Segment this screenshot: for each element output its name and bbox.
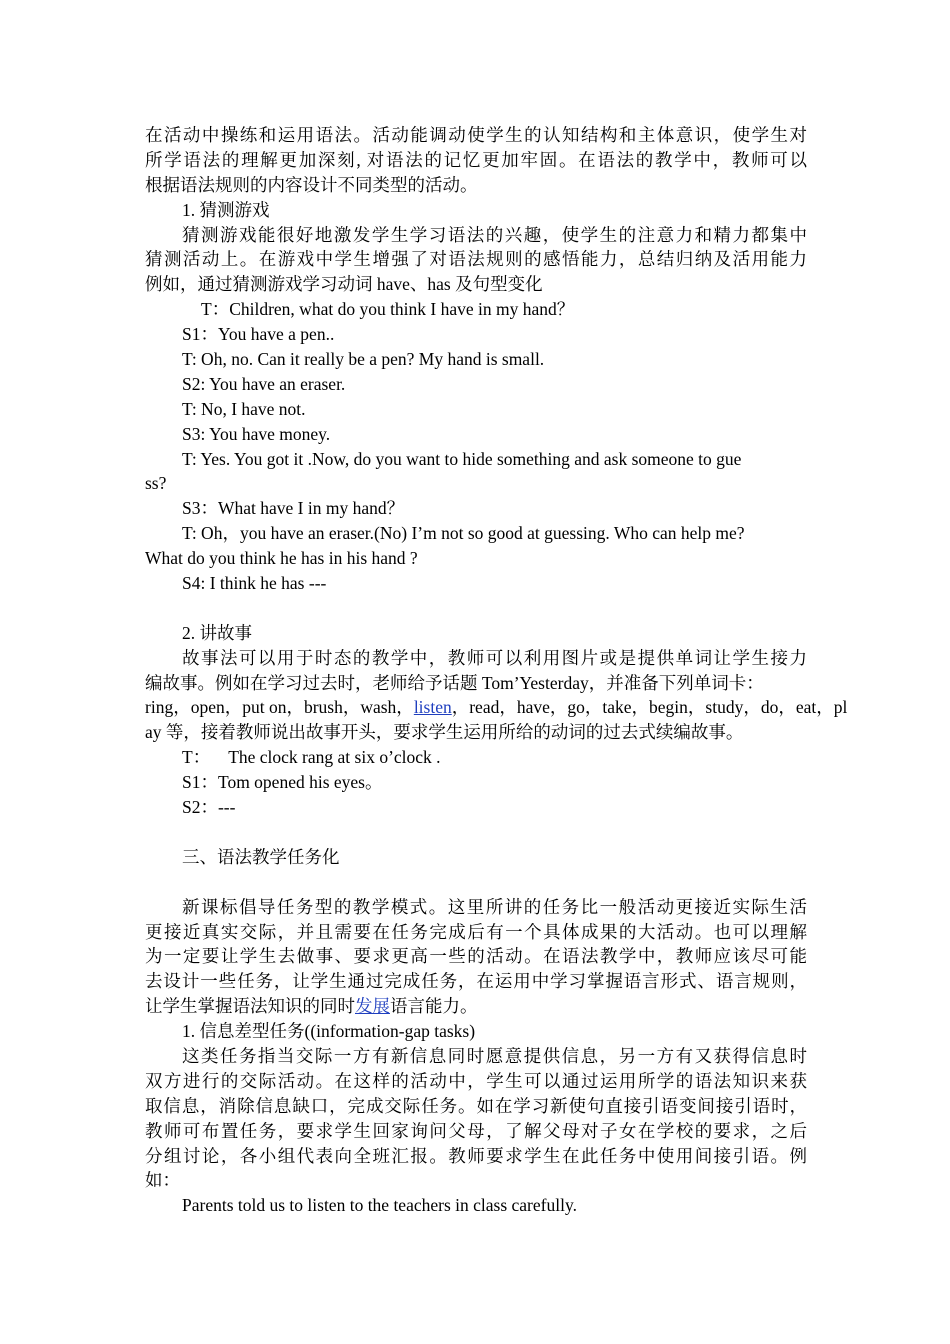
dialogue-line: T: Oh, no. Can it really be a pen? My hand is small. <box>182 349 545 370</box>
paragraph-line: 编故事。例如在学习过去时，老师给予话题 Tom’Yesterday，并准备下列单词卡： <box>145 672 764 693</box>
paragraph-line <box>145 994 807 1019</box>
paragraph-text: 让学生掌握语法知识的同时 <box>145 996 355 1017</box>
dialogue-line: S3：What have I in my hand？ <box>182 498 405 519</box>
paragraph-line: 根据语法规则的内容设计不同类型的活动。 <box>145 174 478 195</box>
paragraph-line: 如： <box>145 1170 180 1191</box>
dialogue-line: T: Oh，you have an eraser.(No) I’m not so good at guessing. Who can help me? <box>182 523 745 544</box>
paragraph-line: 故事法可以用于时态的教学中，教师可以利用图片或是提供单词让学生接力 <box>182 647 807 668</box>
dialogue-line: S1：You have a pen.. <box>182 324 335 345</box>
fazhan-link[interactable]: 发展 <box>355 996 390 1017</box>
document-page <box>145 123 848 1218</box>
blank-line <box>145 820 807 845</box>
blank-line <box>145 596 807 621</box>
dialogue-line: T：Children, what do you think I have in my hand？ <box>201 299 575 320</box>
blank-line <box>145 870 807 895</box>
paragraph-line: 去设计一些任务，让学生通过完成任务，在运用中学习掌握语言形式、语言规则， <box>145 971 807 992</box>
dialogue-line: ss? <box>145 473 167 494</box>
dialogue-line: S2：--- <box>182 797 236 818</box>
paragraph-line: 更接近真实交际，并且需要在任务完成后有一个具体成果的大活动。也可以理解 <box>145 921 807 942</box>
dialogue-text: The clock rang at six o’clock . <box>228 747 441 768</box>
dialogue-line: T: No, I have not. <box>182 398 306 419</box>
listen-link[interactable]: listen <box>413 697 452 718</box>
section-heading-guessing-game: 1. 猜测游戏 <box>182 199 270 220</box>
paragraph-line: 例如，通过猜测游戏学习动词 have、has 及句型变化 <box>145 274 543 295</box>
paragraph-line: 猜测活动上。在游戏中学生增强了对语法规则的感悟能力，总结归纳及活用能力 <box>145 249 807 270</box>
paragraph-line: 取信息，消除信息缺口，完成交际任务。如在学习新使句直接引语变间接引语时， <box>145 1095 807 1116</box>
dialogue-line: S1：Tom opened his eyes。 <box>182 772 383 793</box>
section-heading-storytelling: 2. 讲故事 <box>182 622 252 643</box>
paragraph-line: 为一定要让学生去做事、要求更高一些的活动。在语法教学中，教师应该尽可能 <box>145 946 807 967</box>
dialogue-line: What do you think he has in his hand ? <box>145 548 418 569</box>
paragraph-text: 语言能力。 <box>390 996 478 1017</box>
dialogue-line: T: Yes. You got it .Now, do you want to hide something and ask someone to gue <box>182 448 742 469</box>
paragraph-line: 双方进行的交际活动。在这样的活动中，学生可以通过运用所学的语法知识来获 <box>145 1070 807 1091</box>
paragraph-line: 在活动中操练和运用语法。活动能调动使学生的认知结构和主体意识，使学生对 <box>145 125 807 145</box>
paragraph-line: 新课标倡导任务型的教学模式。这里所讲的任务比一般活动更接近实际生活 <box>182 896 807 917</box>
word-list-text: ring，open，put on，brush，wash， <box>145 697 414 718</box>
paragraph-line: ay 等，接着教师说出故事开头，要求学生运用所给的动词的过去式续编故事。 <box>145 722 744 743</box>
dialogue-line: S2: You have an eraser. <box>182 373 346 394</box>
example-sentence: Parents told us to listen to the teachers in class carefully. <box>182 1195 577 1216</box>
paragraph-line: 教师可布置任务，要求学生回家询问父母，了解父母对子女在学校的要求，之后 <box>145 1120 807 1141</box>
paragraph-line: 分组讨论，各小组代表向全班汇报。教师要求学生在此任务中使用间接引语。例 <box>145 1145 807 1166</box>
dialogue-line: S3: You have money. <box>182 423 331 444</box>
section-heading-task-based: 三、语法教学任务化 <box>182 846 340 867</box>
dialogue-line <box>145 745 807 770</box>
speaker-label: T： <box>182 747 211 768</box>
paragraph-line-word-list <box>145 695 848 720</box>
paragraph-line: 这类任务指当交际一方有新信息同时愿意提供信息，另一方有又获得信息时 <box>182 1045 807 1066</box>
section-heading-info-gap: 1. 信息差型任务((information-gap tasks) <box>182 1021 476 1042</box>
paragraph-line: 猜测游戏能很好地激发学生学习语法的兴趣，使学生的注意力和精力都集中 <box>182 224 807 245</box>
dialogue-line: S4: I think he has --- <box>182 573 327 594</box>
word-list-text: ，read，have，go，take，begin，study，do，eat，pl <box>451 697 848 718</box>
paragraph-line: 所学语法的理解更加深刻, 对语法的记忆更加牢固。在语法的教学中，教师可以 <box>145 149 807 170</box>
